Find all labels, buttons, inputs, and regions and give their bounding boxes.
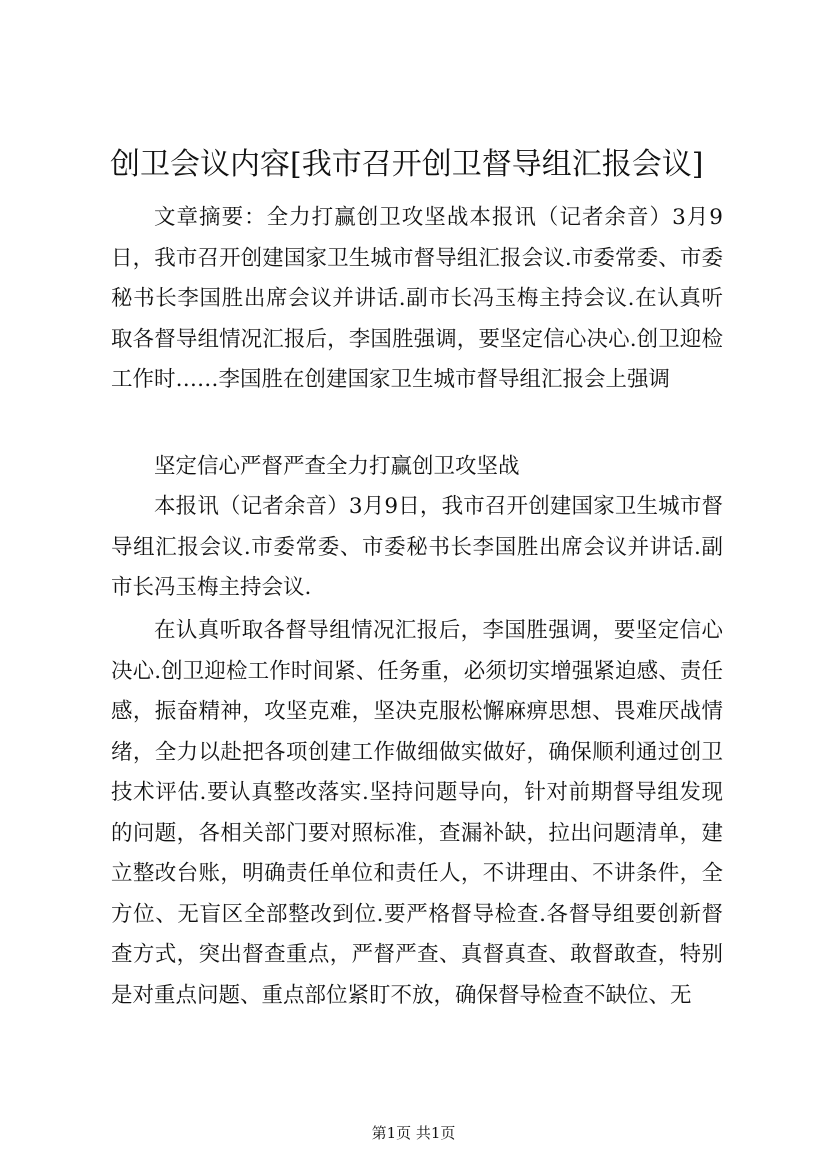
page-number-label: 第1页 共1页 <box>371 1124 456 1142</box>
headline-paragraph: 坚定信心严督严查全力打赢创卫攻坚战 <box>154 454 520 479</box>
page-footer <box>0 1123 827 1143</box>
document-title: 创卫会议内容[我市召开创卫督导组汇报会议] <box>110 147 704 182</box>
lead-paragraph: 本报讯（记者余音）3月9日，我市召开创建国家卫生城市督导组汇报会议.市委常委、市委秘书长李国胜出席会议并讲话.副市长冯玉梅主持会议. <box>111 494 723 600</box>
abstract-paragraph: 文章摘要：全力打赢创卫攻坚战本报讯（记者余音）3月9日，我市召开创建国家卫生城市督导组汇报会议.市委常委、市委秘书长李国胜出席会议并讲话.副市长冯玉梅主持会议.在认真听取各督导组情况汇报后，李国胜强调，要坚定信心决心.创卫迎检工作时……李国胜在创建国家卫生城市督导组汇报会上强调 <box>111 205 723 392</box>
main-paragraph: 在认真听取各督导组情况汇报后，李国胜强调，要坚定信心决心.创卫迎检工作时间紧、任务重，必须切实增强紧迫感、责任感，振奋精神，攻坚克难，坚决克服松懈麻痹思想、畏难厌战情绪，全力以赴把各项创建工作做细做实做好，确保顺利通过创卫技术评估.要认真整改落实.坚持问题导向，针对前期督导组发现的问题，各相关部门要对照标准，查漏补缺，拉出问题清单，建立整改台账，明确责任单位和责任人，不讲理由、不讲条件，全方位、无盲区全部整改到位.要严格督导检查.各督导组要创新督查方式，突出督查重点，严督严查、真督真查、敢督敢查，特别是对重点问题、重点部位紧盯不放，确保督导检查不缺位、无 <box>111 618 723 1008</box>
